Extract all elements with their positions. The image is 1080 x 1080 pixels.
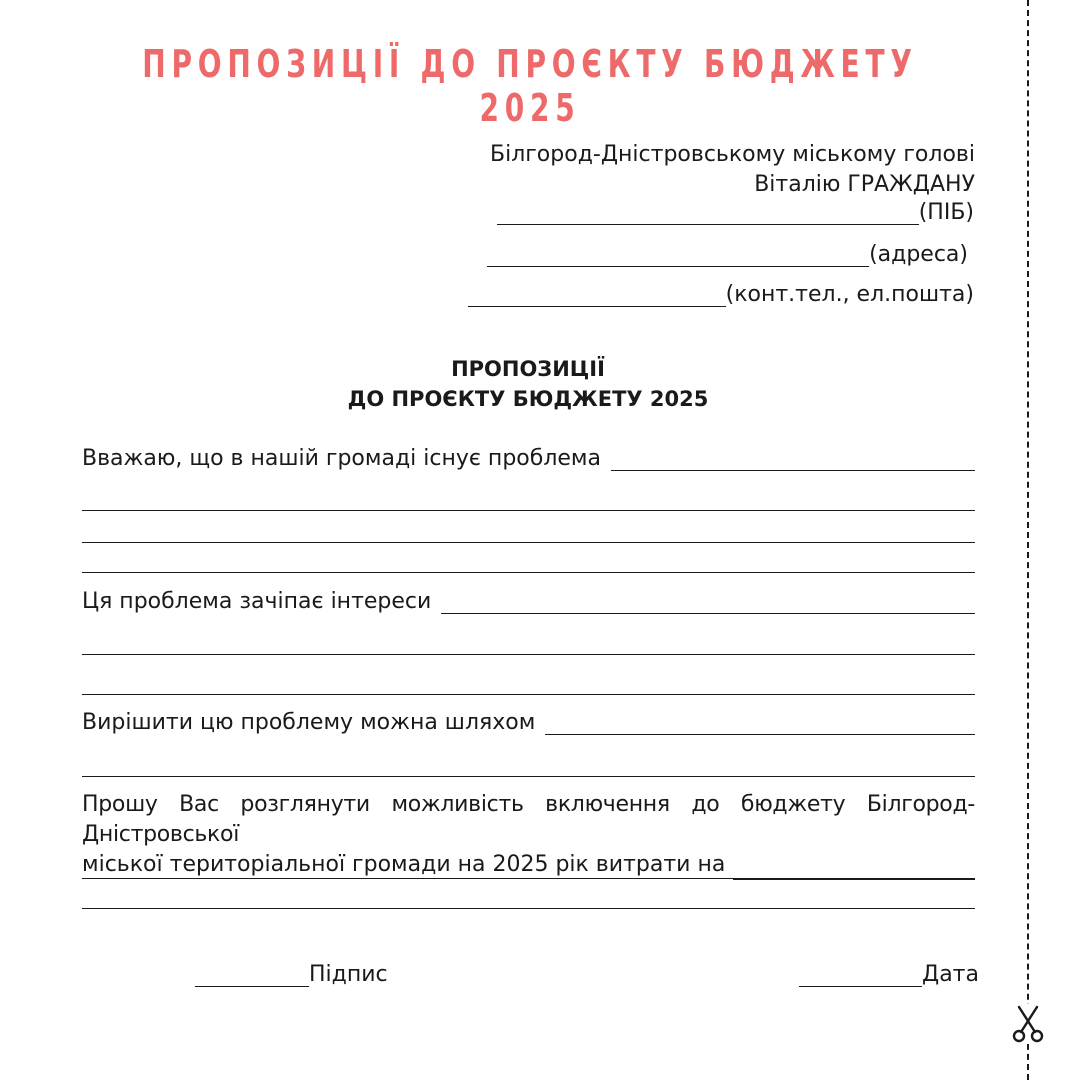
interests-row (82, 589, 975, 614)
addressee-block (490, 140, 975, 200)
interests-input-line[interactable] (441, 591, 975, 614)
problem-answer-line-2[interactable] (82, 542, 975, 543)
date-blank-line[interactable] (799, 962, 922, 987)
interests-answer-line-2[interactable] (82, 694, 975, 695)
solution-label: Вирішити цю проблему можна шляхом (82, 710, 536, 735)
signature-blank-line[interactable] (195, 962, 309, 987)
applicant-contact-field[interactable] (468, 282, 974, 307)
addressee-line-2: Віталію ГРАЖДАНУ (754, 172, 975, 197)
request-input-line[interactable] (733, 857, 975, 880)
request-line-1: Прошу Вас розглянути можливість включення до бюджету Білгород-Дністровської (82, 792, 975, 847)
solution-row (82, 710, 975, 735)
request-answer-line-1[interactable] (82, 878, 975, 879)
request-paragraph (82, 790, 975, 880)
date-field[interactable] (799, 962, 979, 987)
interests-answer-line-1[interactable] (82, 654, 975, 655)
problem-label: Вважаю, що в нашій громаді існує проблема (82, 446, 601, 471)
contact-blank-line[interactable] (468, 282, 726, 307)
document-heading-line-2: ДО ПРОЄКТУ БЮДЖЕТУ 2025 (347, 387, 709, 411)
applicant-name-field[interactable] (497, 200, 974, 225)
document-heading-line-1: ПРОПОЗИЦІЇ (451, 357, 605, 381)
contact-field-label: (конт.тел., ел.пошта) (725, 282, 974, 307)
interests-label: Ця проблема зачіпає інтереси (82, 589, 432, 614)
address-blank-line[interactable] (487, 242, 869, 267)
name-blank-line[interactable] (497, 200, 919, 225)
problem-input-line[interactable] (611, 448, 975, 471)
date-label: Дата (922, 962, 979, 987)
solution-input-line[interactable] (545, 712, 975, 735)
cut-line (1027, 0, 1029, 1080)
solution-answer-line-1[interactable] (82, 776, 975, 777)
banner-title: ПРОПОЗИЦІЇ ДО ПРОЄКТУ БЮДЖЕТУ 2025 (142, 42, 918, 130)
signature-field[interactable] (195, 962, 388, 987)
address-field-label: (адреса) (869, 242, 968, 267)
problem-answer-line-1[interactable] (82, 510, 975, 511)
scissors-icon (1010, 1004, 1046, 1044)
problem-answer-line-3[interactable] (82, 572, 975, 573)
signature-label: Підпис (309, 962, 388, 987)
applicant-address-field[interactable] (487, 242, 968, 267)
problem-row (82, 446, 975, 471)
request-answer-line-2[interactable] (82, 908, 975, 909)
request-line-2-row (82, 850, 975, 880)
name-field-label: (ПІБ) (918, 200, 974, 225)
request-line-2: міської територіальної громади на 2025 рік витрати на (82, 852, 726, 877)
document-heading (0, 354, 1056, 414)
addressee-line-1: Білгород-Дністровському міському голові (489, 142, 975, 167)
